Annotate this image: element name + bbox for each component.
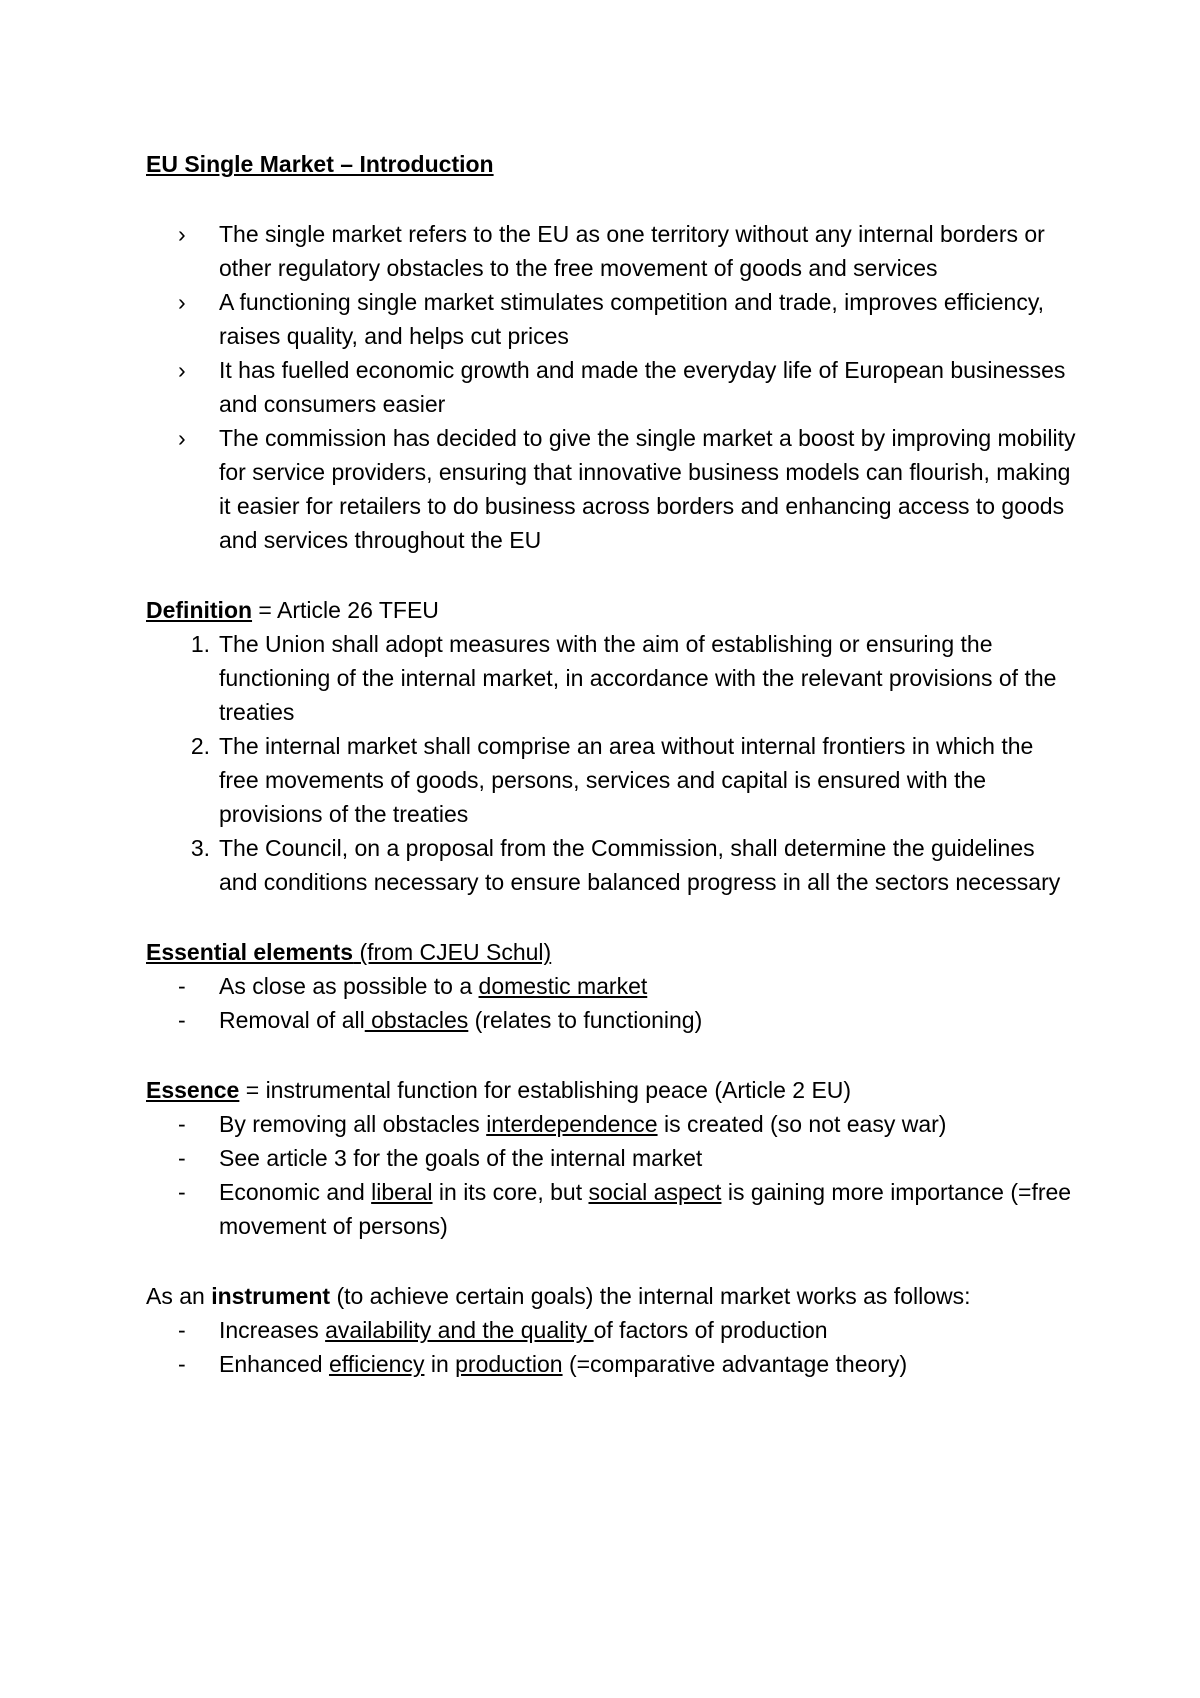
essence-rest: = instrumental function for establishing peace (Article 2 EU) [239, 1077, 852, 1103]
definition-heading [146, 593, 1076, 627]
list-number: 1. [190, 631, 210, 657]
list-item-text [219, 1317, 828, 1343]
list-item-text: It has fuelled economic growth and made the everyday life of European businesses and consumers easier [219, 357, 1066, 417]
underlined-term: domestic market [478, 973, 648, 999]
underlined-term: social aspect [588, 1179, 722, 1205]
list-item [146, 1141, 1076, 1175]
essential-elements-list [146, 969, 1076, 1037]
list-item [146, 285, 1076, 353]
text-run: By removing all obstacles [219, 1111, 487, 1137]
list-item-text: The commission has decided to give the single market a boost by improving mobility for service providers, ensuring that innovative business models can flourish, making it easier for retailers to do business across borders and enhancing access to goods and services throughout the EU [219, 425, 1076, 553]
dash-bullet: - [178, 1351, 186, 1377]
list-item [146, 627, 1076, 729]
text-run: is gaining more importance (=free movement of persons) [219, 1179, 1072, 1239]
text-run: is created (so not easy war) [657, 1111, 947, 1137]
list-item-text [219, 1111, 946, 1137]
essence-heading [146, 1073, 1076, 1107]
essence-label: Essence [146, 1077, 240, 1103]
dash-bullet: - [178, 1111, 186, 1137]
list-item [146, 1175, 1076, 1243]
chevron-right-icon: › [178, 425, 186, 451]
list-item-text: The internal market shall comprise an area without internal frontiers in which the free movements of goods, persons, services and capital is ensured with the provisions of the treaties [219, 733, 1034, 827]
dash-bullet: - [178, 1007, 186, 1033]
list-item-text [219, 1179, 1071, 1239]
list-item [146, 831, 1076, 899]
essential-elements-heading [146, 935, 1076, 969]
dash-bullet: - [178, 1145, 186, 1171]
text-run: in its core, but [432, 1179, 589, 1205]
list-item-text [219, 973, 647, 999]
list-number: 2. [190, 733, 210, 759]
definition-label: Definition [146, 597, 253, 623]
list-item [146, 353, 1076, 421]
list-item-text: The Union shall adopt measures with the aim of establishing or ensuring the functioning of the internal market, in accordance with the relevant provisions of the treaties [219, 631, 1057, 725]
essence-list [146, 1107, 1076, 1243]
dash-bullet: - [178, 1179, 186, 1205]
list-item [146, 729, 1076, 831]
text-run: (=comparative advantage theory) [562, 1351, 908, 1377]
underlined-term: obstacles [364, 1007, 469, 1033]
definition-list [146, 627, 1076, 899]
list-item-text: See article 3 for the goals of the internal market [219, 1145, 703, 1171]
list-item-text: The Council, on a proposal from the Commission, shall determine the guidelines and conditions necessary to ensure balanced progress in all the sectors necessary [219, 835, 1061, 895]
page-title: EU Single Market – Introduction [146, 151, 494, 177]
underlined-term: efficiency [328, 1351, 425, 1377]
text-run: Enhanced [219, 1351, 329, 1377]
text-run: (to achieve certain goals) the internal market works as follows: [330, 1283, 971, 1309]
text-run: of factors of production [593, 1317, 828, 1343]
list-item [146, 1347, 1076, 1381]
document-page [146, 147, 1076, 1381]
list-item [146, 217, 1076, 285]
instrument-paragraph [146, 1279, 1076, 1313]
text-run: (relates to functioning) [468, 1007, 703, 1033]
list-item-text: The single market refers to the EU as one territory without any internal borders or other regulatory obstacles to the free movement of goods and services [219, 221, 1045, 281]
list-item [146, 969, 1076, 1003]
text-run: in [424, 1351, 456, 1377]
underlined-term: availability and the quality [325, 1317, 594, 1343]
underlined-term: production [455, 1351, 563, 1377]
list-item [146, 1003, 1076, 1037]
bold-term: instrument [211, 1283, 331, 1309]
dash-bullet: - [178, 973, 186, 999]
list-item [146, 1107, 1076, 1141]
text-run: As an [146, 1283, 212, 1309]
essential-elements-rest: (from CJEU Schul) [353, 939, 552, 965]
intro-bullet-list [146, 217, 1076, 557]
list-item [146, 421, 1076, 557]
chevron-right-icon: › [178, 289, 186, 315]
chevron-right-icon: › [178, 221, 186, 247]
dash-bullet: - [178, 1317, 186, 1343]
list-item [146, 1313, 1076, 1347]
underlined-term: interdependence [486, 1111, 658, 1137]
definition-rest: = Article 26 TFEU [252, 597, 439, 623]
list-item-text [219, 1351, 907, 1377]
text-run: As close as possible to a [219, 973, 479, 999]
underlined-term: liberal [371, 1179, 433, 1205]
text-run: Economic and [219, 1179, 372, 1205]
essential-elements-label: Essential elements [146, 939, 354, 965]
list-number: 3. [190, 835, 210, 861]
list-item-text [219, 1007, 702, 1033]
chevron-right-icon: › [178, 357, 186, 383]
text-run: Increases [219, 1317, 326, 1343]
list-item-text: A functioning single market stimulates competition and trade, improves efficiency, raises quality, and helps cut prices [219, 289, 1045, 349]
text-run: Removal of all [219, 1007, 365, 1033]
instrument-list [146, 1313, 1076, 1381]
